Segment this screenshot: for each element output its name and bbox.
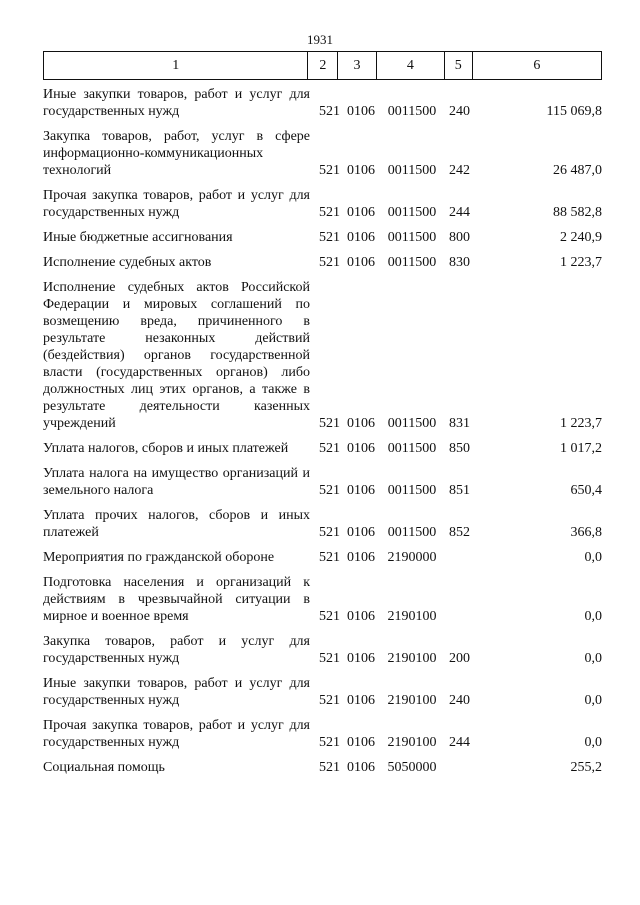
row-col5: 850	[449, 441, 470, 456]
row-col4: 2190100	[387, 735, 437, 750]
row-amount: 115 069,8	[546, 104, 602, 119]
row-col3: 0106	[347, 104, 375, 119]
row-col2: 521	[319, 609, 340, 624]
row-col2: 521	[319, 416, 340, 431]
row-amount: 0,0	[584, 550, 602, 565]
row-name: Иные бюджетные ассигнования	[43, 230, 233, 245]
row-amount: 0,0	[584, 735, 602, 750]
row-col5: 240	[449, 104, 470, 119]
row-name: Мероприятия по гражданской обороне	[43, 550, 275, 565]
table-row	[43, 507, 602, 541]
row-name: Уплата налогов, сборов и иных платежей	[43, 441, 289, 456]
table-row	[43, 86, 602, 120]
row-col3: 0106	[347, 255, 375, 270]
row-col5: 851	[449, 483, 470, 498]
column-header-2: 2	[308, 52, 338, 80]
row-col4: 0011500	[387, 163, 437, 178]
row-col3: 0106	[347, 205, 375, 220]
row-name: Прочая закупка товаров, работ и услуг для государственных нужд	[43, 718, 310, 750]
row-col2: 521	[319, 693, 340, 708]
row-col2: 521	[319, 255, 340, 270]
row-name: Прочая закупка товаров, работ и услуг для государственных нужд	[43, 188, 310, 220]
row-name: Закупка товаров, работ, услуг в сфере информационно-коммуникационных технологий	[43, 129, 310, 178]
row-col2: 521	[319, 163, 340, 178]
row-col5: 831	[449, 416, 470, 431]
table-row	[43, 440, 602, 457]
row-col3: 0106	[347, 735, 375, 750]
row-col2: 521	[319, 205, 340, 220]
row-col5: 244	[449, 205, 470, 220]
table-row	[43, 279, 602, 432]
row-col4: 0011500	[387, 416, 437, 431]
page-number: 1931	[307, 32, 333, 47]
table-row	[43, 717, 602, 751]
row-col5: 800	[449, 230, 470, 245]
row-name: Исполнение судебных актов	[43, 255, 212, 270]
row-col2: 521	[319, 441, 340, 456]
row-col3: 0106	[347, 416, 375, 431]
row-col4: 0011500	[387, 483, 437, 498]
row-col2: 521	[319, 104, 340, 119]
row-amount: 1 223,7	[560, 416, 602, 431]
row-amount: 0,0	[584, 609, 602, 624]
column-header-1: 1	[44, 52, 308, 80]
table-row	[43, 229, 602, 246]
table-row	[43, 675, 602, 709]
row-amount: 88 582,8	[553, 205, 602, 220]
row-col2: 521	[319, 651, 340, 666]
row-amount: 255,2	[570, 760, 602, 775]
row-col3: 0106	[347, 483, 375, 498]
table-row	[43, 465, 602, 499]
row-col5: 244	[449, 735, 470, 750]
row-amount: 0,0	[584, 651, 602, 666]
row-col3: 0106	[347, 651, 375, 666]
row-col4: 2190000	[387, 550, 437, 565]
row-col5: 240	[449, 693, 470, 708]
row-name: Исполнение судебных актов Российской Федерации и мировых соглашений по возмещению вреда, причиненного в результате незаконных действий (бездействия) органов государственной власти (государственных органов) либо должностных лиц этих органов, а также в результате деятельности казенных учреждений	[43, 280, 310, 431]
row-col2: 521	[319, 735, 340, 750]
table-row	[43, 187, 602, 221]
row-col2: 521	[319, 483, 340, 498]
table-row	[43, 759, 602, 776]
column-header-table	[43, 51, 602, 80]
row-col4: 2190100	[387, 651, 437, 666]
row-col3: 0106	[347, 525, 375, 540]
row-col3: 0106	[347, 550, 375, 565]
row-col4: 0011500	[387, 104, 437, 119]
row-col5: 242	[449, 163, 470, 178]
row-amount: 26 487,0	[553, 163, 602, 178]
row-col5: 200	[449, 651, 470, 666]
column-header-5: 5	[444, 52, 472, 80]
row-col2: 521	[319, 525, 340, 540]
row-col3: 0106	[347, 760, 375, 775]
row-col4: 5050000	[387, 760, 437, 775]
row-col2: 521	[319, 230, 340, 245]
table-row	[43, 574, 602, 625]
row-amount: 1 017,2	[560, 441, 602, 456]
row-col4: 2190100	[387, 609, 437, 624]
column-header-3: 3	[338, 52, 377, 80]
table-row	[43, 254, 602, 271]
row-col5: 830	[449, 255, 470, 270]
row-col3: 0106	[347, 230, 375, 245]
row-name: Подготовка населения и организаций к действиям в чрезвычайной ситуации в мирное и военное время	[43, 575, 310, 624]
row-col3: 0106	[347, 693, 375, 708]
row-name: Уплата прочих налогов, сборов и иных платежей	[43, 508, 310, 540]
row-name: Социальная помощь	[43, 760, 165, 775]
column-header-6: 6	[472, 52, 601, 80]
row-amount: 2 240,9	[560, 230, 602, 245]
row-col5: 852	[449, 525, 470, 540]
row-amount: 650,4	[570, 483, 602, 498]
row-amount: 0,0	[584, 693, 602, 708]
row-col4: 0011500	[387, 230, 437, 245]
table-row	[43, 128, 602, 179]
row-name: Уплата налога на имущество организаций и земельного налога	[43, 466, 310, 498]
table-row	[43, 549, 602, 566]
row-col4: 0011500	[387, 255, 437, 270]
row-col4: 0011500	[387, 205, 437, 220]
column-header-4: 4	[376, 52, 444, 80]
row-col3: 0106	[347, 441, 375, 456]
row-name: Закупка товаров, работ и услуг для государственных нужд	[43, 634, 310, 666]
row-col4: 0011500	[387, 525, 437, 540]
row-amount: 366,8	[570, 525, 602, 540]
row-col4: 0011500	[387, 441, 437, 456]
row-col2: 521	[319, 760, 340, 775]
column-header-row	[44, 52, 602, 80]
row-name: Иные закупки товаров, работ и услуг для государственных нужд	[43, 87, 310, 119]
budget-rows	[43, 86, 602, 784]
row-amount: 1 223,7	[560, 255, 602, 270]
row-col2: 521	[319, 550, 340, 565]
row-col4: 2190100	[387, 693, 437, 708]
row-name: Иные закупки товаров, работ и услуг для государственных нужд	[43, 676, 310, 708]
row-col3: 0106	[347, 609, 375, 624]
table-row	[43, 633, 602, 667]
row-col3: 0106	[347, 163, 375, 178]
